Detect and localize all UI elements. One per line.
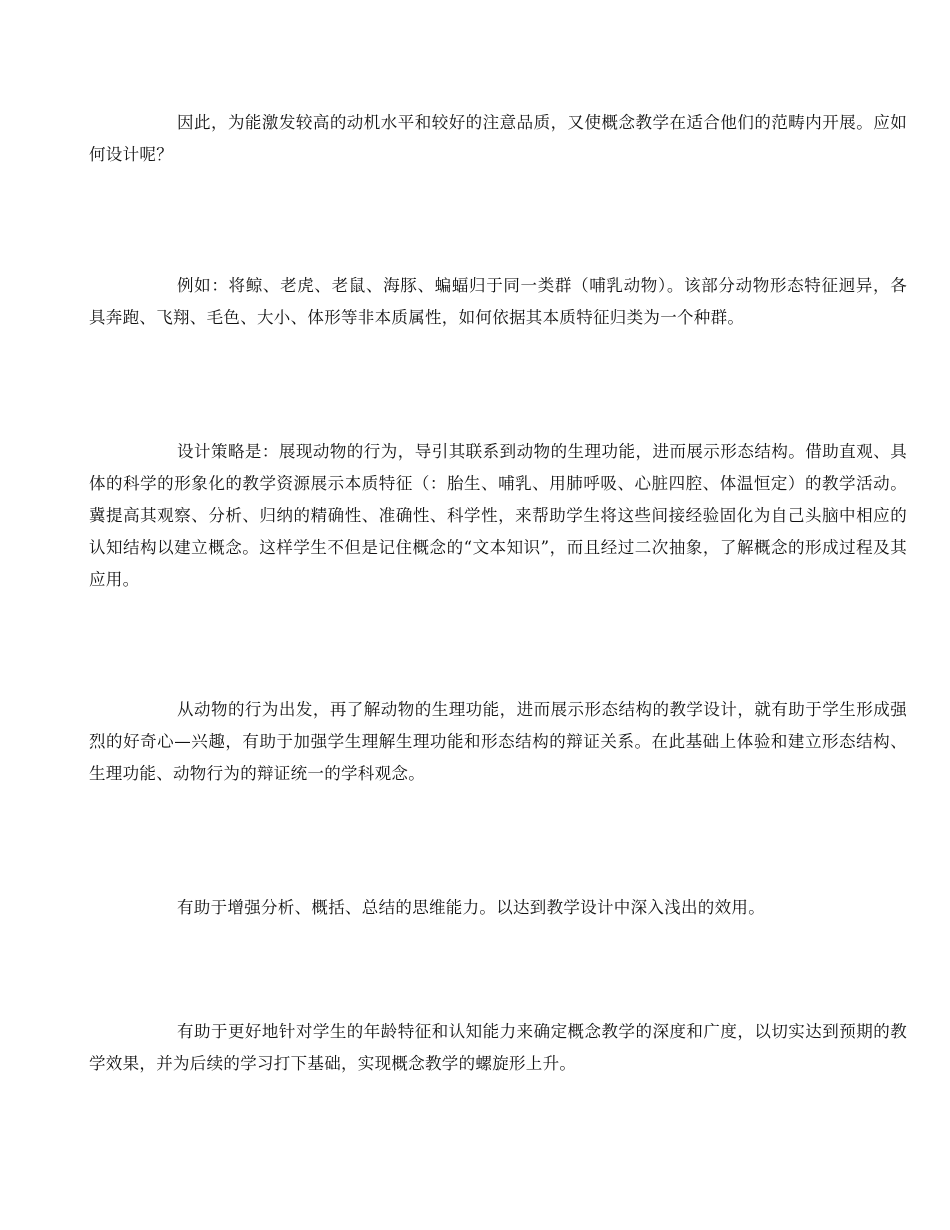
paragraph-design-strategy: 设计策略是：展现动物的行为，导引其联系到动物的生理功能，进而展示形态结构。借助直观、具体的科学的形象化的教学资源展示本质特征（：胎生、哺乳、用肺呼吸、心脏四腔、体温恒定）的教学活动。冀提高其观察、分析、归纳的精确性、准确性、科学性，来帮助学生将这些间接经验固化为自己头脑中相应的认知结构以建立概念。这样学生不但是记住概念的“文本知识”，而且经过二次抽象，了解概念的形成过程及其应用。: [89, 442, 907, 589]
paragraph-motivation-question: 因此，为能激发较高的动机水平和较好的注意品质，又使概念教学在适合他们的范畴内开展。应如何设计呢？: [89, 113, 907, 164]
paragraph-behavior-to-structure: 从动物的行为出发，再了解动物的生理功能，进而展示形态结构的教学设计，就有助于学生形成强烈的好奇心—兴趣，有助于加强学生理解生理功能和形态结构的辩证关系。在此基础上体验和建立形态结构、生理功能、动物行为的辩证统一的学科观念。: [89, 700, 907, 783]
paragraph-mammal-example: 例如：将鲸、老虎、老鼠、海豚、蝙蝠归于同一类群（哺乳动物）。该部分动物形态特征迥异，各具奔跑、飞翔、毛色、大小、体形等非本质属性，如何依据其本质特征归类为一个种群。: [89, 276, 907, 327]
paragraph-age-appropriate: 有助于更好地针对学生的年龄特征和认知能力来确定概念教学的深度和广度，以切实达到预期的教学效果，并为后续的学习打下基础，实现概念教学的螺旋形上升。: [89, 1022, 907, 1073]
paragraph-thinking-ability: 有助于增强分析、概括、总结的思维能力。以达到教学设计中深入浅出的效用。: [177, 898, 765, 917]
